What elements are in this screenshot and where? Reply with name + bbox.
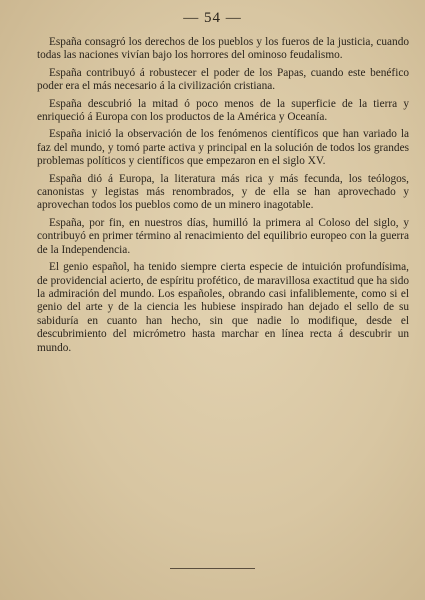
paragraph: El genio español, ha tenido siempre cierta especie de intuición profundísima, de providencial acierto, de espíritu profético, de maravillosa exactitud que ha sido la admiración del mundo. Los españoles, obrando casi infaliblemente, como si el genio del arte y de la ciencia les hubiese inspirado han dejado el sello de su sabiduría en cuanto han hecho, sin que nadie lo modifique, desde el descubrimiento del micrómetro hasta marchar en línea recta á descubrir un mundo. — [37, 261, 409, 354]
footer-rule — [170, 568, 255, 569]
body-text — [37, 36, 409, 359]
paragraph: España inició la observación de los fenómenos científicos que han variado la faz del mundo, y tomó parte activa y principal en la solución de todos los grandes problemas políticos y científicos que empezaron en el siglo XV. — [37, 128, 409, 168]
page-number: — 54 — — [183, 10, 242, 26]
paragraph: España dió á Europa, la literatura más rica y más fecunda, los teólogos, canonistas y legistas más renombrados, y de ella se han aprovechado y aprovechan todos los pueblos como de un minero inagotable. — [37, 172, 409, 212]
paragraph: España consagró los derechos de los pueblos y los fueros de la justicia, cuando todas las naciones vivían bajo los horrores del ominoso feudalismo. — [37, 36, 409, 62]
paragraph: España, por fin, en nuestros días, humilló la primera al Coloso del siglo, y contribuyó en primer término al renacimiento del equilibrio europeo con la guerra de la Independencia. — [37, 216, 409, 256]
paragraph: España descubrió la mitad ó poco menos de la superficie de la tierra y enriqueció á Europa con los productos de la América y Oceanía. — [37, 97, 409, 124]
paragraph: España contribuyó á robustecer el poder de los Papas, cuando este benéfico poder era el más necesario á la civilización cristiana. — [37, 66, 409, 93]
